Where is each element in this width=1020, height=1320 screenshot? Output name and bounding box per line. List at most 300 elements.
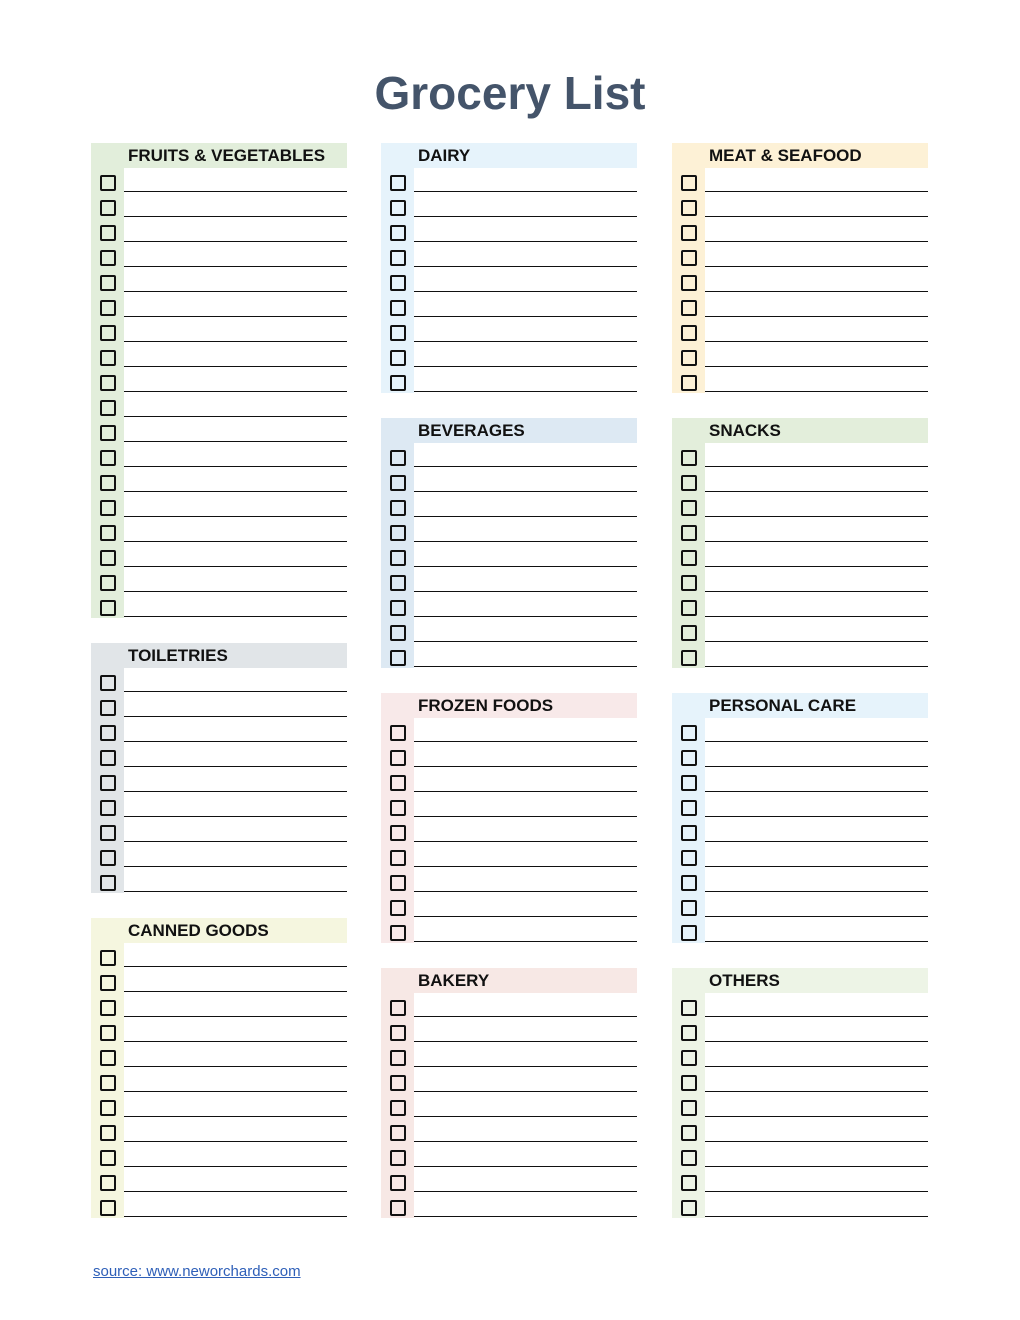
item-checkbox[interactable] — [681, 800, 697, 816]
page-title: Grocery List — [374, 67, 646, 119]
item-entry-line[interactable] — [705, 791, 928, 792]
item-entry-line[interactable] — [414, 366, 637, 367]
list-item — [672, 868, 928, 893]
list-item — [672, 918, 928, 943]
list-item — [91, 243, 347, 268]
list-item — [91, 468, 347, 493]
list-item — [672, 268, 928, 293]
item-entry-line[interactable] — [705, 391, 928, 392]
item-checkbox[interactable] — [100, 400, 116, 416]
item-checkbox[interactable] — [390, 325, 406, 341]
section-title: TOILETRIES — [128, 646, 228, 665]
item-checkbox[interactable] — [100, 1200, 116, 1216]
item-checkbox[interactable] — [390, 850, 406, 866]
item-checkbox[interactable] — [100, 550, 116, 566]
section-title: OTHERS — [709, 971, 780, 990]
list-item — [672, 193, 928, 218]
item-checkbox[interactable] — [390, 1100, 406, 1116]
item-checkbox[interactable] — [681, 325, 697, 341]
item-entry-line[interactable] — [414, 841, 637, 842]
item-entry-line[interactable] — [414, 316, 637, 317]
item-checkbox[interactable] — [100, 1175, 116, 1191]
item-checkbox[interactable] — [390, 725, 406, 741]
item-checkbox[interactable] — [390, 775, 406, 791]
item-entry-line[interactable] — [705, 916, 928, 917]
section-header — [672, 693, 928, 718]
item-checkbox[interactable] — [681, 225, 697, 241]
list-item — [381, 193, 637, 218]
item-entry-line[interactable] — [705, 541, 928, 542]
item-checkbox[interactable] — [681, 1150, 697, 1166]
item-entry-line[interactable] — [414, 191, 637, 192]
item-entry-line[interactable] — [705, 641, 928, 642]
item-entry-line[interactable] — [705, 1041, 928, 1042]
item-checkbox[interactable] — [681, 500, 697, 516]
item-checkbox[interactable] — [681, 1175, 697, 1191]
item-entry-line[interactable] — [124, 441, 347, 442]
item-checkbox[interactable] — [390, 175, 406, 191]
item-entry-line[interactable] — [705, 766, 928, 767]
item-checkbox[interactable] — [390, 275, 406, 291]
list-item — [381, 1093, 637, 1118]
list-item — [672, 818, 928, 843]
item-checkbox[interactable] — [100, 450, 116, 466]
item-entry-line[interactable] — [124, 491, 347, 492]
item-checkbox[interactable] — [681, 825, 697, 841]
item-checkbox[interactable] — [681, 925, 697, 941]
item-entry-line[interactable] — [124, 1091, 347, 1092]
item-entry-line[interactable] — [705, 891, 928, 892]
item-entry-line[interactable] — [124, 266, 347, 267]
item-entry-line[interactable] — [705, 1091, 928, 1092]
item-checkbox[interactable] — [100, 875, 116, 891]
item-checkbox[interactable] — [390, 1125, 406, 1141]
item-entry-line[interactable] — [124, 866, 347, 867]
section-title: FROZEN FOODS — [418, 696, 554, 715]
item-checkbox[interactable] — [100, 950, 116, 966]
item-checkbox[interactable] — [681, 275, 697, 291]
list-item — [91, 518, 347, 543]
item-entry-line[interactable] — [705, 1191, 928, 1192]
item-entry-line[interactable] — [414, 1066, 637, 1067]
list-item — [381, 793, 637, 818]
item-checkbox[interactable] — [390, 1025, 406, 1041]
list-item — [672, 318, 928, 343]
section-title: SNACKS — [709, 421, 781, 440]
item-entry-line[interactable] — [124, 1191, 347, 1192]
item-entry-line[interactable] — [414, 591, 637, 592]
item-entry-line[interactable] — [705, 466, 928, 467]
item-checkbox[interactable] — [100, 975, 116, 991]
list-item — [672, 1043, 928, 1068]
item-checkbox[interactable] — [681, 650, 697, 666]
section-meat-seafood — [672, 143, 928, 393]
item-entry-line[interactable] — [124, 391, 347, 392]
item-checkbox[interactable] — [100, 800, 116, 816]
section-fruits-vegetables — [91, 143, 347, 618]
item-checkbox[interactable] — [681, 1050, 697, 1066]
section-title: FRUITS & VEGETABLES — [128, 146, 326, 165]
item-checkbox[interactable] — [390, 600, 406, 616]
item-entry-line[interactable] — [124, 341, 347, 342]
item-entry-line[interactable] — [124, 216, 347, 217]
item-checkbox[interactable] — [390, 875, 406, 891]
item-entry-line[interactable] — [124, 891, 347, 892]
section-header — [381, 143, 637, 168]
item-checkbox[interactable] — [681, 1025, 697, 1041]
list-item — [381, 243, 637, 268]
item-checkbox[interactable] — [681, 300, 697, 316]
item-checkbox[interactable] — [100, 225, 116, 241]
item-entry-line[interactable] — [414, 516, 637, 517]
item-checkbox[interactable] — [100, 1075, 116, 1091]
section-header — [381, 418, 637, 443]
list-item — [91, 593, 347, 618]
list-item — [381, 593, 637, 618]
item-checkbox[interactable] — [100, 300, 116, 316]
item-checkbox[interactable] — [681, 900, 697, 916]
item-entry-line[interactable] — [705, 291, 928, 292]
list-item — [91, 393, 347, 418]
item-entry-line[interactable] — [414, 266, 637, 267]
item-entry-line[interactable] — [705, 591, 928, 592]
item-entry-line[interactable] — [124, 791, 347, 792]
item-entry-line[interactable] — [124, 366, 347, 367]
item-entry-line[interactable] — [705, 866, 928, 867]
item-checkbox[interactable] — [390, 1075, 406, 1091]
item-entry-line[interactable] — [124, 1041, 347, 1042]
list-item — [381, 1043, 637, 1068]
item-entry-line[interactable] — [414, 566, 637, 567]
item-checkbox[interactable] — [390, 1000, 406, 1016]
item-entry-line[interactable] — [414, 641, 637, 642]
item-checkbox[interactable] — [390, 575, 406, 591]
item-entry-line[interactable] — [124, 416, 347, 417]
item-entry-line[interactable] — [705, 666, 928, 667]
list-item — [381, 518, 637, 543]
item-entry-line[interactable] — [414, 541, 637, 542]
item-checkbox[interactable] — [681, 350, 697, 366]
item-checkbox[interactable] — [100, 1025, 116, 1041]
item-checkbox[interactable] — [100, 325, 116, 341]
item-checkbox[interactable] — [390, 250, 406, 266]
item-checkbox[interactable] — [681, 600, 697, 616]
item-checkbox[interactable] — [681, 250, 697, 266]
item-entry-line[interactable] — [124, 541, 347, 542]
item-checkbox[interactable] — [100, 1000, 116, 1016]
item-checkbox[interactable] — [390, 800, 406, 816]
item-checkbox[interactable] — [681, 850, 697, 866]
item-checkbox[interactable] — [390, 350, 406, 366]
item-entry-line[interactable] — [705, 1216, 928, 1217]
list-item — [381, 268, 637, 293]
item-checkbox[interactable] — [100, 175, 116, 191]
item-checkbox[interactable] — [681, 875, 697, 891]
item-checkbox[interactable] — [390, 200, 406, 216]
item-checkbox[interactable] — [681, 725, 697, 741]
item-checkbox[interactable] — [100, 350, 116, 366]
item-entry-line[interactable] — [705, 566, 928, 567]
item-entry-line[interactable] — [124, 291, 347, 292]
item-checkbox[interactable] — [100, 725, 116, 741]
list-item — [91, 993, 347, 1018]
item-entry-line[interactable] — [705, 266, 928, 267]
list-item — [91, 218, 347, 243]
list-item — [381, 643, 637, 668]
item-entry-line[interactable] — [124, 1141, 347, 1142]
list-item — [91, 818, 347, 843]
item-checkbox[interactable] — [100, 775, 116, 791]
item-checkbox[interactable] — [681, 750, 697, 766]
item-entry-line[interactable] — [414, 816, 637, 817]
item-entry-line[interactable] — [124, 316, 347, 317]
item-entry-line[interactable] — [705, 741, 928, 742]
item-checkbox[interactable] — [390, 1175, 406, 1191]
item-entry-line[interactable] — [705, 941, 928, 942]
item-checkbox[interactable] — [390, 450, 406, 466]
item-checkbox[interactable] — [681, 175, 697, 191]
item-entry-line[interactable] — [705, 841, 928, 842]
item-checkbox[interactable] — [100, 850, 116, 866]
list-item — [91, 1168, 347, 1193]
section-title: BAKERY — [418, 971, 490, 990]
section-header — [91, 643, 347, 668]
item-checkbox[interactable] — [681, 625, 697, 641]
list-item — [91, 1143, 347, 1168]
item-entry-line[interactable] — [705, 816, 928, 817]
section-title: DAIRY — [418, 146, 471, 165]
item-entry-line[interactable] — [705, 241, 928, 242]
item-checkbox[interactable] — [681, 450, 697, 466]
item-checkbox[interactable] — [681, 475, 697, 491]
item-entry-line[interactable] — [124, 241, 347, 242]
item-entry-line[interactable] — [414, 891, 637, 892]
list-item — [91, 1093, 347, 1118]
item-checkbox[interactable] — [100, 275, 116, 291]
item-entry-line[interactable] — [705, 1141, 928, 1142]
item-entry-line[interactable] — [705, 366, 928, 367]
list-item — [672, 568, 928, 593]
item-checkbox[interactable] — [390, 825, 406, 841]
item-checkbox[interactable] — [390, 1050, 406, 1066]
item-checkbox[interactable] — [390, 375, 406, 391]
item-entry-line[interactable] — [124, 1216, 347, 1217]
list-item — [381, 893, 637, 918]
item-checkbox[interactable] — [681, 775, 697, 791]
list-item — [672, 493, 928, 518]
item-entry-line[interactable] — [414, 466, 637, 467]
item-checkbox[interactable] — [681, 200, 697, 216]
item-entry-line[interactable] — [124, 466, 347, 467]
item-checkbox[interactable] — [100, 600, 116, 616]
item-entry-line[interactable] — [124, 1016, 347, 1017]
list-item — [381, 343, 637, 368]
list-item — [672, 1168, 928, 1193]
list-item — [381, 543, 637, 568]
list-item — [672, 843, 928, 868]
item-entry-line[interactable] — [414, 741, 637, 742]
item-entry-line[interactable] — [124, 1166, 347, 1167]
list-item — [381, 468, 637, 493]
item-entry-line[interactable] — [705, 1016, 928, 1017]
section-header — [91, 918, 347, 943]
item-entry-line[interactable] — [124, 991, 347, 992]
item-entry-line[interactable] — [414, 1091, 637, 1092]
section-header — [672, 143, 928, 168]
item-checkbox[interactable] — [681, 375, 697, 391]
item-entry-line[interactable] — [414, 1116, 637, 1117]
list-item — [672, 643, 928, 668]
item-checkbox[interactable] — [390, 550, 406, 566]
item-entry-line[interactable] — [414, 391, 637, 392]
item-entry-line[interactable] — [414, 491, 637, 492]
list-item — [91, 1018, 347, 1043]
item-entry-line[interactable] — [124, 616, 347, 617]
item-entry-line[interactable] — [414, 241, 637, 242]
item-checkbox[interactable] — [390, 1150, 406, 1166]
list-item — [381, 618, 637, 643]
item-checkbox[interactable] — [100, 1050, 116, 1066]
item-checkbox[interactable] — [390, 750, 406, 766]
list-item — [91, 343, 347, 368]
list-item — [381, 368, 637, 393]
list-item — [672, 293, 928, 318]
item-entry-line[interactable] — [124, 1116, 347, 1117]
item-entry-line[interactable] — [414, 1041, 637, 1042]
list-item — [672, 218, 928, 243]
item-entry-line[interactable] — [414, 1016, 637, 1017]
list-item — [672, 593, 928, 618]
item-entry-line[interactable] — [124, 966, 347, 967]
list-item — [672, 993, 928, 1018]
item-checkbox[interactable] — [100, 375, 116, 391]
item-checkbox[interactable] — [100, 700, 116, 716]
item-checkbox[interactable] — [681, 1000, 697, 1016]
item-checkbox[interactable] — [100, 825, 116, 841]
list-item — [91, 1193, 347, 1218]
item-entry-line[interactable] — [705, 1066, 928, 1067]
item-entry-line[interactable] — [414, 216, 637, 217]
item-entry-line[interactable] — [124, 191, 347, 192]
item-checkbox[interactable] — [681, 575, 697, 591]
list-item — [91, 168, 347, 193]
item-entry-line[interactable] — [705, 216, 928, 217]
list-item — [91, 868, 347, 893]
item-checkbox[interactable] — [681, 1200, 697, 1216]
list-item — [91, 968, 347, 993]
list-item — [672, 368, 928, 393]
item-entry-line[interactable] — [414, 916, 637, 917]
item-entry-line[interactable] — [124, 516, 347, 517]
item-checkbox[interactable] — [390, 475, 406, 491]
item-checkbox[interactable] — [390, 625, 406, 641]
list-item — [381, 443, 637, 468]
item-entry-line[interactable] — [705, 516, 928, 517]
list-item — [381, 1193, 637, 1218]
item-entry-line[interactable] — [705, 616, 928, 617]
item-entry-line[interactable] — [414, 866, 637, 867]
item-checkbox[interactable] — [390, 300, 406, 316]
item-entry-line[interactable] — [414, 791, 637, 792]
list-item — [381, 843, 637, 868]
item-entry-line[interactable] — [124, 691, 347, 692]
item-entry-line[interactable] — [124, 741, 347, 742]
list-item — [381, 493, 637, 518]
item-checkbox[interactable] — [681, 1125, 697, 1141]
item-checkbox[interactable] — [390, 925, 406, 941]
list-item — [91, 718, 347, 743]
item-checkbox[interactable] — [390, 225, 406, 241]
item-entry-line[interactable] — [705, 1116, 928, 1117]
item-entry-line[interactable] — [414, 616, 637, 617]
item-entry-line[interactable] — [414, 766, 637, 767]
item-checkbox[interactable] — [100, 200, 116, 216]
item-entry-line[interactable] — [124, 816, 347, 817]
item-entry-line[interactable] — [414, 666, 637, 667]
item-entry-line[interactable] — [414, 291, 637, 292]
item-checkbox[interactable] — [100, 500, 116, 516]
item-checkbox[interactable] — [100, 1150, 116, 1166]
item-checkbox[interactable] — [390, 900, 406, 916]
item-entry-line[interactable] — [705, 491, 928, 492]
item-checkbox[interactable] — [100, 525, 116, 541]
item-entry-line[interactable] — [124, 591, 347, 592]
item-entry-line[interactable] — [414, 1191, 637, 1192]
item-entry-line[interactable] — [705, 341, 928, 342]
item-checkbox[interactable] — [100, 1125, 116, 1141]
item-checkbox[interactable] — [681, 550, 697, 566]
item-entry-line[interactable] — [124, 766, 347, 767]
item-checkbox[interactable] — [390, 1200, 406, 1216]
item-entry-line[interactable] — [705, 191, 928, 192]
section-toiletries — [91, 643, 347, 893]
item-entry-line[interactable] — [124, 716, 347, 717]
list-item — [672, 1118, 928, 1143]
item-checkbox[interactable] — [100, 475, 116, 491]
item-checkbox[interactable] — [100, 750, 116, 766]
item-entry-line[interactable] — [124, 1066, 347, 1067]
item-entry-line[interactable] — [414, 1166, 637, 1167]
item-entry-line[interactable] — [414, 1141, 637, 1142]
list-item — [381, 993, 637, 1018]
item-checkbox[interactable] — [390, 650, 406, 666]
item-checkbox[interactable] — [100, 250, 116, 266]
item-entry-line[interactable] — [124, 841, 347, 842]
item-entry-line[interactable] — [414, 1216, 637, 1217]
item-entry-line[interactable] — [124, 566, 347, 567]
item-entry-line[interactable] — [705, 1166, 928, 1167]
list-item — [381, 1143, 637, 1168]
item-checkbox[interactable] — [100, 1100, 116, 1116]
item-checkbox[interactable] — [681, 1100, 697, 1116]
item-checkbox[interactable] — [390, 525, 406, 541]
list-item — [381, 1068, 637, 1093]
list-item — [672, 743, 928, 768]
item-checkbox[interactable] — [100, 575, 116, 591]
item-checkbox[interactable] — [100, 425, 116, 441]
item-checkbox[interactable] — [681, 1075, 697, 1091]
item-entry-line[interactable] — [414, 941, 637, 942]
item-checkbox[interactable] — [100, 675, 116, 691]
list-item — [672, 168, 928, 193]
item-checkbox[interactable] — [390, 500, 406, 516]
item-checkbox[interactable] — [681, 525, 697, 541]
source-link[interactable]: source: www.neworchards.com — [93, 1263, 301, 1280]
item-entry-line[interactable] — [414, 341, 637, 342]
section-canned-goods — [91, 918, 347, 1218]
item-entry-line[interactable] — [705, 316, 928, 317]
list-item — [91, 1068, 347, 1093]
